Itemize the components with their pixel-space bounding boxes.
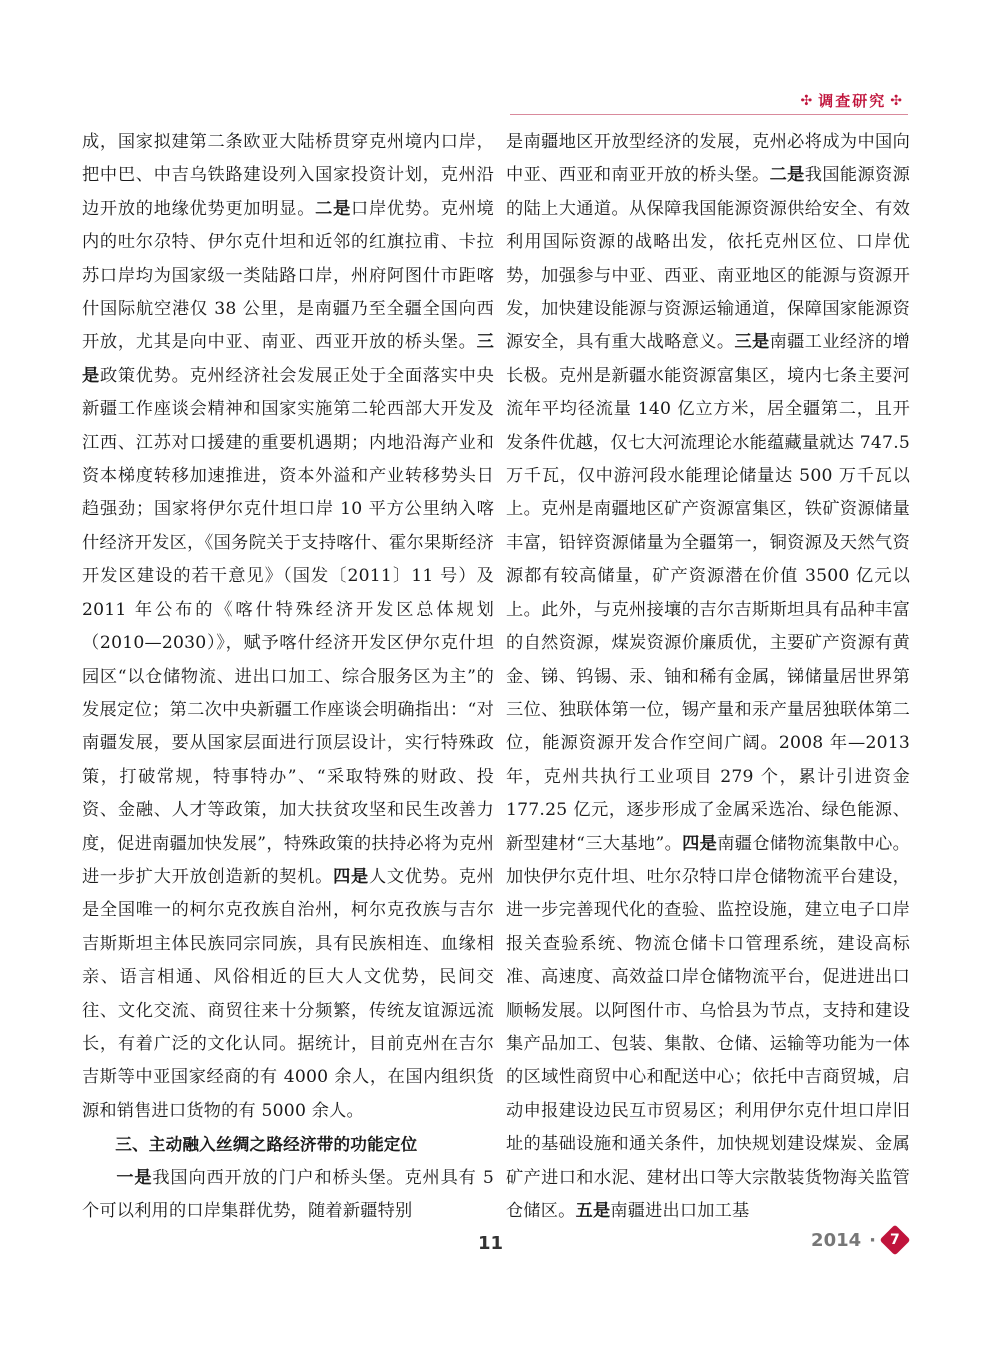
bold-run: 三是 [734,332,770,353]
paragraph [82,1162,494,1229]
left-column [82,126,494,1228]
year: 2014 [811,1229,862,1251]
bold-run: 四是 [682,833,718,854]
text-run: 南疆工业经济的增长极。克州是新疆水能资源富集区，境内七条主要河流年平均径流量 140 亿立方米，居全疆第二，且开发条件优越，仅七大河流理论水能蕴藏量就达 747.5 万千瓦，仅中游河段水能理论储量达 500 万千瓦以上。克州是南疆地区矿产资源富集区，铁矿资源储量丰富，铅锌资源储量为全疆第一，铜资源及天然气资源都有较高储量，矿产资源潜在价值 3500 亿元以上。此外，与克州接壤的吉尔吉斯斯坦具有品种丰富的自然资源，煤炭资源价廉质优，主要矿产资源有黄金、锑、钨锡、汞、铀和稀有金属，锑储量居世界第三位、独联体第一位，锡产量和汞产量居独联体第二位，能源资源开发合作空间广阔。2008 年—2013 年，克州共执行工业项目 279 个，累计引进资金 177.25 亿元，逐步形成了金属采选冶、绿色能源、新型建材“三大基地”。 [506,332,911,854]
issue-number: 7 [890,1232,900,1248]
bold-run: 三是 [82,332,494,386]
bold-run: 四是 [333,866,369,887]
paragraph [82,126,494,1128]
text-run: 口岸优势。克州境内的吐尔尕特、伊尔克什坦和近邻的红旗拉甫、卡拉苏口岸均为国家级一类陆路口岸，州府阿图什市距喀什国际航空港仅 38 公里，是南疆乃至全疆全国向西开放，尤其是向中亚、南亚、西亚开放的桥头堡。 [82,198,494,353]
issue-badge-icon [879,1224,910,1255]
section-title: 调查研究 [818,92,887,110]
bold-run: 一是 [116,1167,153,1188]
text-run: 政策优势。克州经济社会发展正处于全面落实中央新疆工作座谈会精神和国家实施第二轮西部大开发及江西、江苏对口援建的重要机遇期；内地沿海产业和资本梯度转移加速推进，资本外溢和产业转移势头日趋强劲；国家将伊尔克什坦口岸 10 平方公里纳入喀什经济开发区，《国务院关于支持喀什、霍尔果斯经济开发区建设的若干意见》（国发〔2011〕11 号）及 2011 年公布的《喀什特殊经济开发区总体规划（2010—2030）》，赋予喀什经济开发区伊尔克什坦园区“以仓储物流、进出口加工、综合服务区为主”的发展定位；第二次中央新疆工作座谈会明确指出：“对南疆发展，要从国家层面进行顶层设计，实行特殊政策，打破常规，特事特办”、“采取特殊的财政、投资、金融、人才等政策，加大扶贫攻坚和民生改善力度，促进南疆加快发展”，特殊政策的扶持必将为克州进一步扩大开放创造新的契机。 [82,365,494,887]
text-run: 人文优势。克州是全国唯一的柯尔克孜族自治州，柯尔克孜族与吉尔吉斯斯坦主体民族同宗同族，具有民族相连、血缘相亲、语言相通、风俗相近的巨大人文优势，民间交往、文化交流、商贸往来十分频繁，传统友谊源远流长，有着广泛的文化认同。据统计，目前克州在吉尔吉斯等中亚国家经商的有 4000 余人，在国内组织货源和销售进口货物的有 5000 余人。 [82,866,494,1121]
ornament-right-icon: ✣ [890,92,904,109]
bold-run: 五是 [575,1201,611,1221]
text-run: 我国能源资源的陆上大通道。从保障我国能源资源供给安全、有效利用国际资源的战略出发，依托克州区位、口岸优势，加强参与中亚、西亚、南亚地区的能源与资源开发，加快建设能源与资源运输通道，保障国家能源资源安全，具有重大战略意义。 [506,165,910,353]
text-run: 我国向西开放的门户和桥头堡。克州具有 5 个可以利用的口岸集群优势，随着新疆特别 [82,1167,495,1221]
bold-run: 二是 [769,165,805,186]
page-number: 11 [478,1233,504,1254]
paragraph [506,126,910,1228]
text-run: 南疆仓储物流集散中心。加快伊尔克什坦、吐尔尕特口岸仓储物流平台建设，进一步完善现代化的查验、监控设施，建立电子口岸报关查验系统、物流仓储卡口管理系统，建设高标准、高速度、高效益口岸仓储物流平台，促进进出口顺畅发展。以阿图什市、乌恰县为节点，支持和建设集产品加工、包装、集散、仓储、运输等功能为一体的区域性商贸中心和配送中心；依托中吉商贸城，启动申报建设边民互市贸易区；利用伊尔克什坦口岸旧址的基础设施和通关条件，加快规划建设煤炭、金属矿产进口和水泥、建材出口等大宗散装货物海关监管仓储区。 [506,833,911,1221]
bold-run: 二是 [315,198,352,219]
right-column [506,126,910,1228]
ornament-left-icon: ✣ [800,92,815,109]
text-run: 是南疆地区开放型经济的发展，克州必将成为中国向中亚、西亚和南亚开放的桥头堡。 [506,132,910,186]
section-header [801,90,904,111]
text-run: 成，国家拟建第二条欧亚大陆桥贯穿克州境内口岸，把中巴、中吉乌铁路建设列入国家投资计划，克州沿边开放的地缘优势更加明显。 [82,132,494,219]
separator: · [869,1229,876,1251]
section-heading: 三、主动融入丝绸之路经济带的功能定位 [115,1135,418,1155]
header-rule [510,114,908,115]
text-run: 南疆进出口加工基 [610,1201,750,1221]
issue-info [811,1229,906,1251]
